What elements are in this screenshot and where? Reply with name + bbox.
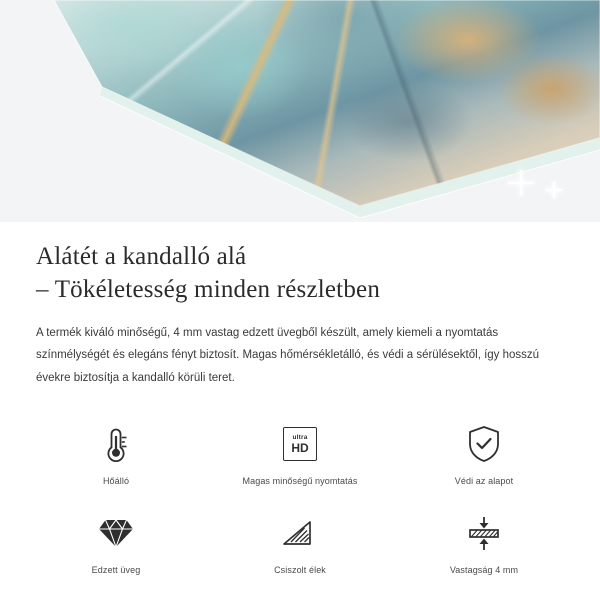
- feature-label: Hőálló: [102, 476, 130, 487]
- glass-edge-highlight: [0, 0, 600, 222]
- feature-item: [208, 504, 392, 585]
- shield-check-icon: [466, 421, 502, 467]
- feature-item: [24, 504, 208, 585]
- thickness-icon: [464, 510, 504, 556]
- page-title: [36, 240, 564, 306]
- description-paragraph: A termék kiváló minőségű, 4 mm vastag edzett üvegből készült, amely kiemeli a nyomtatás színmélységét és elegáns fényt biztosít. Magas hőmérsékletálló, és védi a sérülésektől, így hosszú évekre biztosítja a kandalló körüli teret.: [36, 327, 540, 384]
- content-section: [0, 222, 600, 389]
- feature-label: Vastagság 4 mm: [449, 565, 519, 576]
- thermometer-icon: [99, 421, 133, 467]
- feature-item: [24, 415, 208, 496]
- feature-item: [208, 415, 392, 496]
- feature-label: Edzett üveg: [91, 565, 141, 576]
- hero-image: [0, 0, 600, 222]
- feature-grid: [0, 415, 600, 585]
- ultra-hd-badge-top: ultra: [292, 433, 308, 441]
- feature-label: Csiszolt élek: [274, 565, 326, 576]
- headline-line-1: Alátét a kandalló alá: [36, 243, 247, 270]
- feature-item: [392, 415, 576, 496]
- ultra-hd-icon: [283, 421, 317, 467]
- feature-label: Védi az alapot: [454, 476, 514, 487]
- feature-label: Magas minőségű nyomtatás: [242, 476, 358, 487]
- diamond-icon: [97, 510, 135, 556]
- sparkle-icon: [508, 170, 534, 196]
- polished-edges-icon: [280, 510, 320, 556]
- feature-item: [392, 504, 576, 585]
- ultra-hd-badge-bottom: HD: [291, 441, 309, 456]
- sparkle-icon: [546, 182, 562, 198]
- headline-line-2: – Tökéletesség minden részletben: [36, 276, 381, 303]
